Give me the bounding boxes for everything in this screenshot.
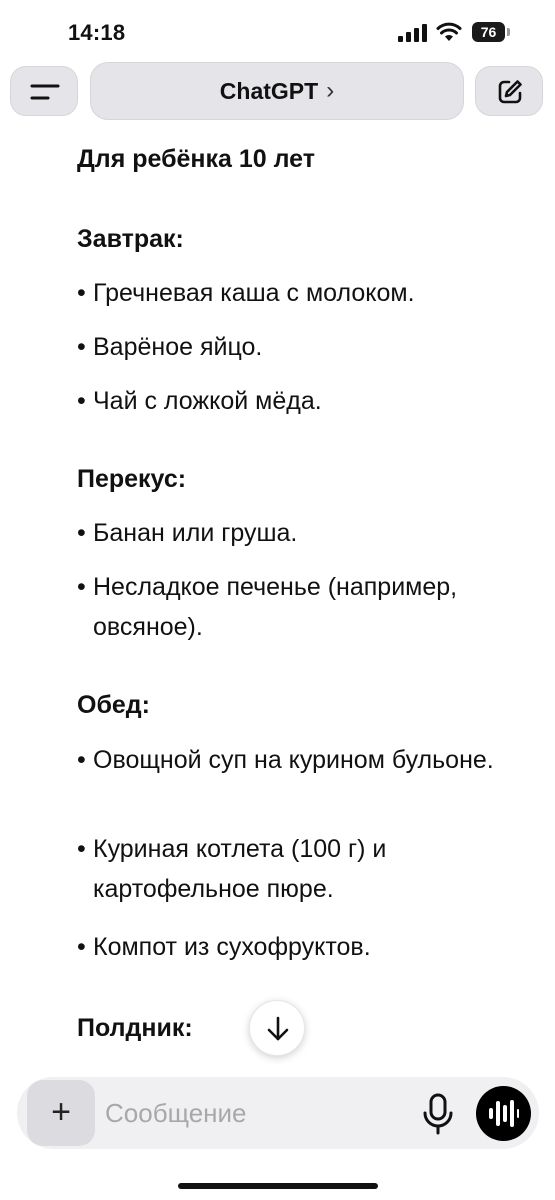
bullet: • <box>77 519 86 547</box>
menu-button[interactable] <box>10 66 78 116</box>
bullet: • <box>77 387 86 415</box>
model-title: ChatGPT <box>219 77 319 104</box>
status-bar <box>0 0 555 62</box>
attach-button[interactable] <box>27 1080 95 1146</box>
bullet: • <box>77 835 86 863</box>
microphone-icon[interactable] <box>421 1093 455 1135</box>
top-navigation <box>0 62 555 122</box>
list-item: • Куриная котлета (100 г) и картофельное пюре. <box>77 829 537 909</box>
section-heading-afternoon-snack: Полдник: <box>77 1014 193 1042</box>
arrow-down-icon <box>265 1015 291 1043</box>
bullet: • <box>77 746 86 774</box>
bullet: • <box>77 933 86 961</box>
composer-bar <box>17 1077 539 1149</box>
new-chat-button[interactable] <box>475 66 543 116</box>
model-selector-button[interactable] <box>90 62 464 120</box>
section-heading-lunch: Обед: <box>77 691 150 719</box>
cellular-signal-icon <box>398 24 428 42</box>
list-item: • Гречневая каша с молоком. <box>77 273 537 313</box>
message-input[interactable] <box>105 1091 405 1135</box>
bullet: • <box>77 573 86 601</box>
list-item: • Овощной суп на курином бульоне. <box>77 740 537 780</box>
scroll-to-bottom-button[interactable] <box>249 1000 305 1056</box>
voice-mode-icon <box>488 1099 519 1128</box>
wifi-icon <box>436 22 462 42</box>
section-heading-snack: Перекус: <box>77 465 187 493</box>
section-heading-breakfast: Завтрак: <box>77 225 184 253</box>
list-item: • Варёное яйцо. <box>77 327 537 367</box>
battery-icon <box>472 22 512 42</box>
chevron-right-icon: › <box>326 77 335 104</box>
list-item: • Компот из сухофруктов. <box>77 927 537 967</box>
list-item: • Чай с ложкой мёда. <box>77 381 537 421</box>
list-item: • Банан или груша. <box>77 513 537 553</box>
bullet: • <box>77 279 86 307</box>
battery-level: 76 <box>472 22 505 42</box>
list-item: • Несладкое печенье (например, овсяное). <box>77 567 537 647</box>
bullet: • <box>77 333 86 361</box>
status-time: 14:18 <box>68 20 126 45</box>
menu-icon <box>30 82 60 102</box>
message-intro: Для ребёнка 10 лет <box>77 145 316 173</box>
plus-icon: + <box>51 1093 71 1131</box>
home-indicator <box>178 1183 378 1189</box>
battery-cap <box>507 28 510 36</box>
voice-mode-button[interactable] <box>476 1086 531 1141</box>
new-chat-icon <box>496 78 524 106</box>
